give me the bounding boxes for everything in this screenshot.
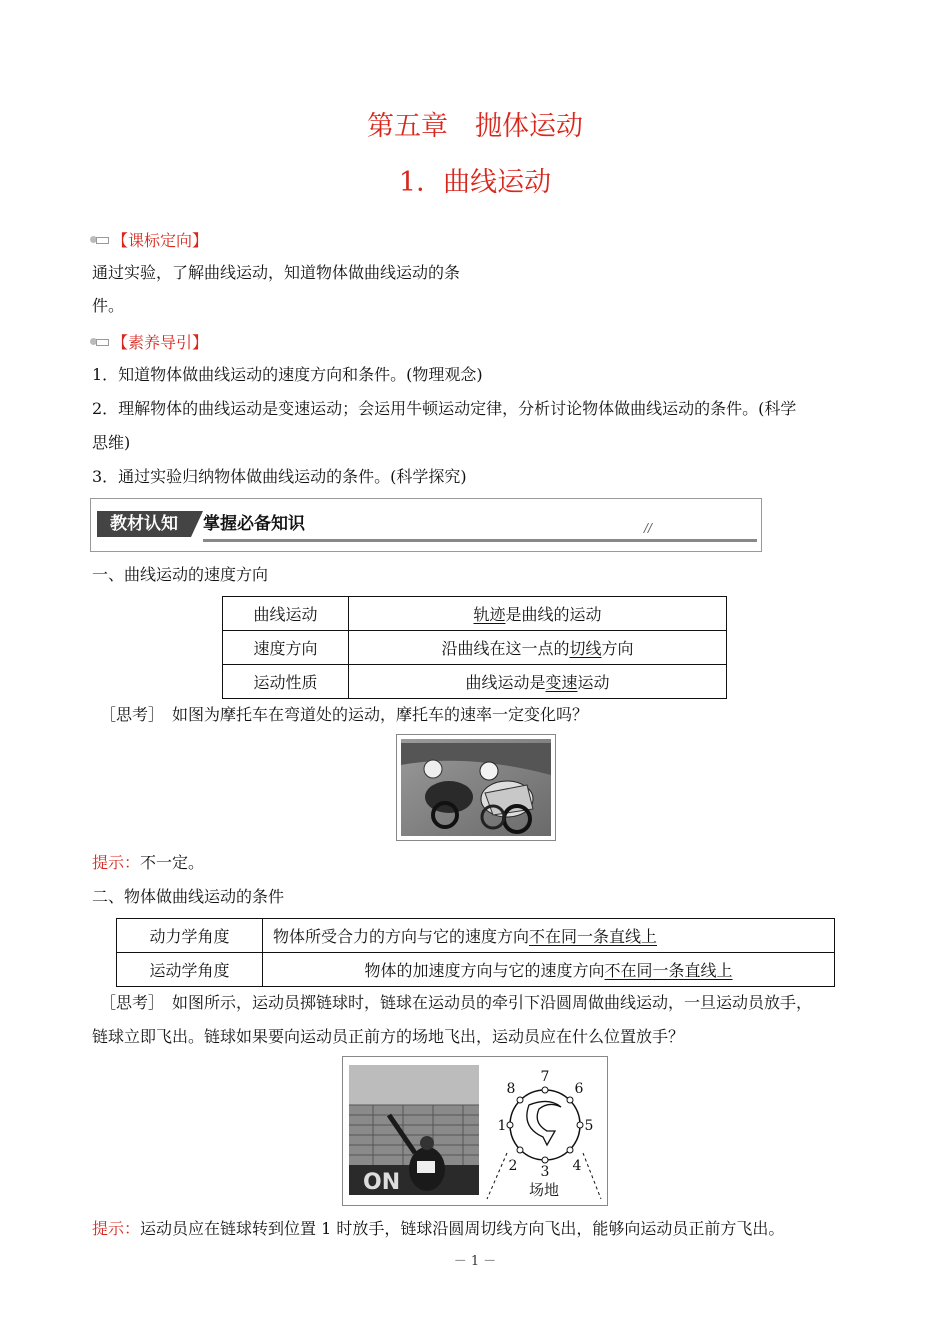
table-label-cell: 运动性质 xyxy=(223,665,349,699)
literacy-tag xyxy=(90,330,208,353)
table-label-cell: 运动学角度 xyxy=(117,953,263,987)
position-label-2: 2 xyxy=(508,1158,518,1174)
cell-text: 是曲线的运动 xyxy=(505,605,602,624)
table-label-cell: 曲线运动 xyxy=(223,597,349,631)
table-row xyxy=(117,919,835,953)
svg-text:ON: ON xyxy=(363,1170,401,1195)
key-term: 不在同一条直线上 xyxy=(604,961,733,980)
field-label: 场地 xyxy=(528,1181,560,1199)
literacy-label: 【素养导引】 xyxy=(112,333,209,352)
key-term: 轨迹 xyxy=(473,605,506,624)
banner-slant-decoration xyxy=(191,511,203,537)
part1-think: ［思考］ 如图为摩托车在弯道处的运动，摩托车的速率一定变化吗？ xyxy=(100,705,589,724)
literacy-item-1: 1．知道物体做曲线运动的速度方向和条件。(物理观念) xyxy=(92,365,483,384)
literacy-item-3: 3．通过实验归纳物体做曲线运动的条件。(科学探究) xyxy=(92,467,467,486)
section-title: 1．曲线运动 xyxy=(398,167,552,198)
cell-text: 沿曲线在这一点的 xyxy=(441,639,570,658)
table-row xyxy=(223,631,727,665)
part2-heading: 二、物体做曲线运动的条件 xyxy=(92,887,285,906)
literacy-item-2-line1: 2．理解物体的曲线运动是变速运动；会运用牛顿运动定律，分析讨论物体做曲线运动的条件。(科学 xyxy=(92,399,797,418)
position-label-6: 6 xyxy=(574,1081,584,1097)
table-label-cell: 速度方向 xyxy=(223,631,349,665)
cell-text: 物体的加速度方向与它的速度方向 xyxy=(364,961,605,980)
table-value-cell xyxy=(349,597,727,631)
position-label-1: 1 xyxy=(497,1118,507,1134)
cell-text: 方向 xyxy=(601,639,634,658)
position-label-7: 7 xyxy=(540,1069,550,1085)
cell-text: 物体所受合力的方向与它的速度方向 xyxy=(273,927,530,946)
position-label-3: 3 xyxy=(540,1164,550,1180)
banner-right-label: 掌握必备知识 xyxy=(203,514,305,534)
velocity-direction-table xyxy=(222,596,727,699)
table-value-cell xyxy=(349,665,727,699)
table-row xyxy=(223,597,727,631)
banner-mark: // xyxy=(644,521,653,535)
hint-label: 提示： xyxy=(92,1219,141,1238)
standard-label: 【课标定向】 xyxy=(112,231,209,250)
part2-think-line2: 链球立即飞出。链球如果要向运动员正前方的场地飞出，运动员应在什么位置放手？ xyxy=(92,1027,685,1046)
hint-text: 运动员应在链球转到位置 1 时放手，链球沿圆周切线方向飞出，能够向运动员正前方飞出。 xyxy=(140,1219,785,1238)
table-row xyxy=(117,953,835,987)
banner-left-label: 教材认知 xyxy=(97,511,191,537)
position-label-4: 4 xyxy=(572,1158,582,1174)
table-value-cell xyxy=(263,919,835,953)
part2-hint xyxy=(92,1218,784,1240)
page-number: － 1 － xyxy=(453,1254,497,1269)
key-term: 切线 xyxy=(569,639,602,658)
motorcycle-photo xyxy=(396,734,556,841)
section-banner xyxy=(90,498,762,552)
chapter-title: 第五章 抛体运动 xyxy=(367,111,583,142)
hint-label: 提示： xyxy=(92,853,141,872)
standard-text-line2: 件。 xyxy=(92,296,125,315)
hint-text: 不一定。 xyxy=(140,853,205,872)
section-marker-icon xyxy=(90,337,108,346)
motorcycle-image xyxy=(397,735,555,840)
standard-tag xyxy=(90,228,208,251)
cell-text: 曲线运动是 xyxy=(465,673,546,692)
hammer-throw-diagram xyxy=(343,1057,607,1205)
table-value-cell xyxy=(349,631,727,665)
part1-hint xyxy=(92,852,204,874)
part1-heading: 一、曲线运动的速度方向 xyxy=(92,565,269,584)
hammer-throw-figure xyxy=(342,1056,608,1206)
literacy-item-2-line2: 思维) xyxy=(92,433,131,452)
table-label-cell: 动力学角度 xyxy=(117,919,263,953)
banner-rule xyxy=(203,539,757,542)
standard-text-line1: 通过实验，了解曲线运动，知道物体做曲线运动的条 xyxy=(92,263,461,282)
curved-motion-condition-table xyxy=(116,918,835,987)
cell-text: 运动 xyxy=(577,673,610,692)
part2-think-line1: ［思考］ 如图所示，运动员掷链球时，链球在运动员的牵引下沿圆周做曲线运动，一旦运动员放手， xyxy=(100,993,813,1012)
section-marker-icon xyxy=(90,235,108,244)
position-label-5: 5 xyxy=(584,1118,594,1134)
table-row xyxy=(223,665,727,699)
key-term: 变速 xyxy=(545,673,578,692)
key-term: 不在同一条直线上 xyxy=(529,927,658,946)
position-label-8: 8 xyxy=(506,1081,516,1097)
table-value-cell xyxy=(263,953,835,987)
